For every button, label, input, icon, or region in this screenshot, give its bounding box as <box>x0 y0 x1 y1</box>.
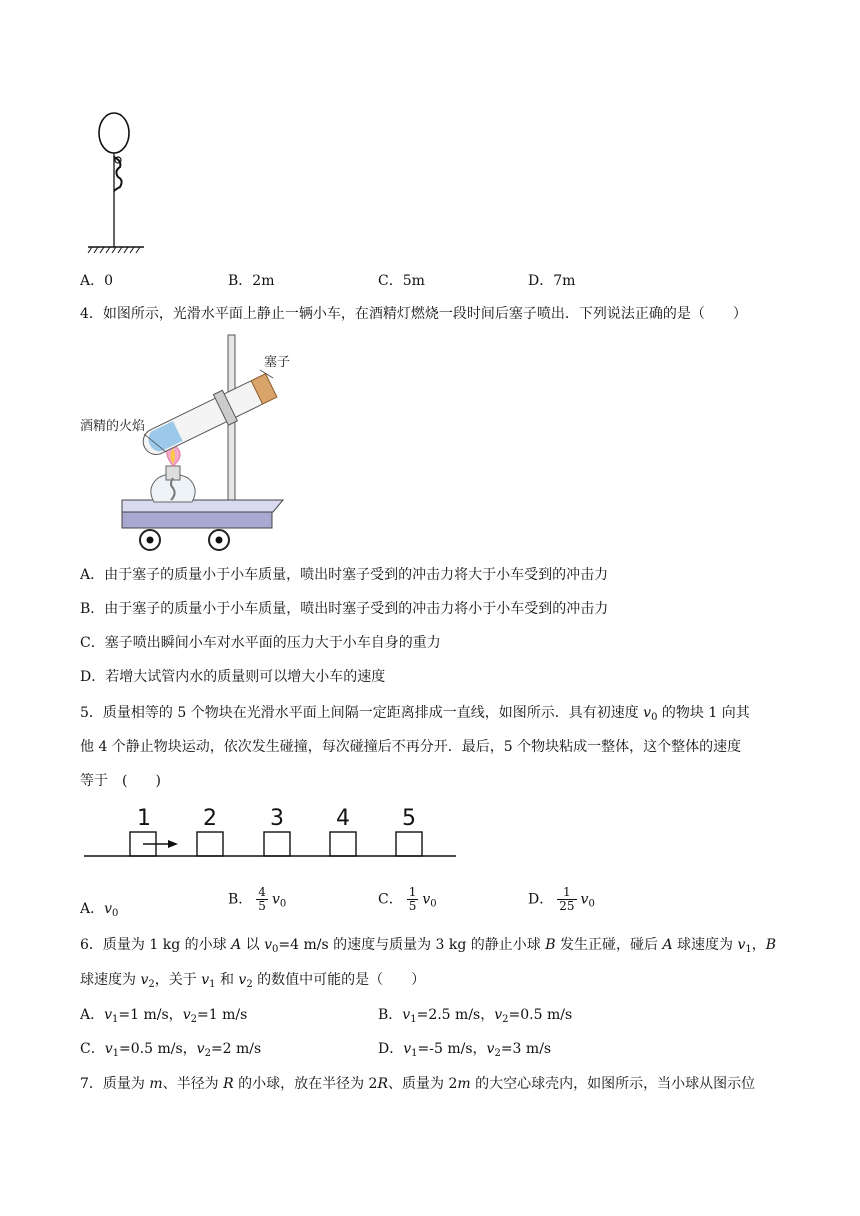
q3-option-b: B．2m <box>228 273 275 289</box>
block-label-3: 3 <box>270 806 284 831</box>
q6-option-d: D．$v_1=-5$ m/s，$v_2=3$ m/s <box>378 1041 552 1059</box>
q5-option-d: D． $\frac{1}{25}$ $v_0$ <box>528 885 595 913</box>
label-alcohol-flame: 酒精的火焰 <box>80 419 146 434</box>
block-label-1: 1 <box>137 806 151 831</box>
q6-option-b: B．$v_1=2.5$ m/s，$v_2=0.5$ m/s <box>378 1007 573 1025</box>
q5-option-a: A．$v_0$ <box>80 901 119 919</box>
q4-stem: 4．如图所示，光滑水平面上静止一辆小车，在酒精灯燃烧一段时间后塞子喷出．下列说法正确的是（ ） <box>80 306 747 322</box>
q5-stem-line3: 等于 ( ) <box>80 773 161 789</box>
label-stopper: 塞子 <box>264 355 291 370</box>
cart-apparatus-figure <box>78 330 318 555</box>
q6-option-c: C．$v_1=0.5$ m/s，$v_2=2$ m/s <box>80 1041 262 1059</box>
q4-option-d: D．若增大试管内水的质量则可以增大小车的速度 <box>80 669 386 685</box>
q3-option-a: A．0 <box>80 273 114 289</box>
block-label-4: 4 <box>336 806 350 831</box>
q5-stem-l1b: 的物块 1 向其 <box>657 705 750 721</box>
q6-stem-line2: 球速度为 $v_2$，关于 $v_1$ 和 $v_2$ 的数值中可能的是（ ） <box>80 972 426 990</box>
q4-option-c: C．塞子喷出瞬间小车对水平面的压力大于小车自身的重力 <box>80 635 441 651</box>
balloon-figure <box>80 105 160 255</box>
q5-option-c: C． $\frac{1}{5}$ $v_0$ <box>378 885 437 913</box>
q5-stem-l1a: 5．质量相等的 5 个物块在光滑水平面上间隔一定距离排成一直线，如图所示．具有初速度 <box>80 705 644 721</box>
q4-option-b: B．由于塞子的质量小于小车质量，喷出时塞子受到的冲击力将小于小车受到的冲击力 <box>80 601 609 617</box>
q4-option-a: A．由于塞子的质量小于小车质量，喷出时塞子受到的冲击力将大于小车受到的冲击力 <box>80 567 609 583</box>
q5-stem-line2: 他 4 个静止物块运动，依次发生碰撞，每次碰撞后不再分开．最后，5 个物块粘成一整体，这个整体的速度 <box>80 739 742 755</box>
block-label-2: 2 <box>203 806 217 831</box>
q7-stem-line1: 7．质量为 m、半径为 R 的小球，放在半径为 2R、质量为 2m 的大空心球壳内，如图所示，当小球从图示位 <box>80 1076 756 1092</box>
q3-option-d: D．7m <box>528 273 576 289</box>
q5-v-sub: 0 <box>651 712 658 723</box>
q6-stem-line1: 6．质量为 1 kg 的小球 A 以 $v_0=4$ m/s 的速度与质量为 3 kg 的静止小球 B 发生正碰，碰后 A 球速度为 $v_1$，B <box>80 937 777 955</box>
q6-option-a: A．$v_1=1$ m/s，$v_2=1$ m/s <box>80 1007 248 1025</box>
q3-option-c: C．5m <box>378 273 425 289</box>
q5-option-b: B． $\frac{4}{5}$ $v_0$ <box>228 885 287 913</box>
block-label-5: 5 <box>402 806 416 831</box>
blocks-figure <box>80 798 460 862</box>
q5-v-symbol: v <box>643 705 652 721</box>
q5-stem-line1 <box>80 702 750 723</box>
